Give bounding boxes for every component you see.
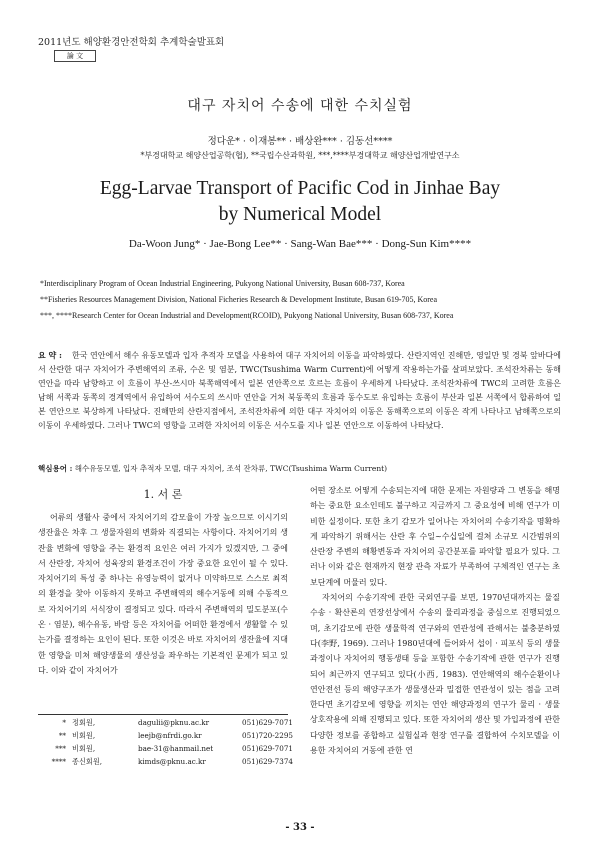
paragraph: 자치어의 수송기작에 관한 국외연구를 보면, 1970년대까지는 물질수송 · 확산론의 연장선상에서 수송의 물리과정을 중심으로 진행되었으며, 초기감모에 관한 생물학적 연구와의 연관성에 관해서는 불충분하였다(李野, 1969). 그러나 1980년대에 들어와서 섭이 · 피포식 등의 생물 과정이나 자치어의 행동생태 등을 포함한 수송기작에 관한 연구가 진행되어 최근까지 연구되고 있다(小西, 1983). 연안해역의 해수순환이나 연안전선 등의 해양구조가 생물생산과 밀접한 연관성이 있는 점을 고려한다면 초기감모에 영향을 끼치는 연안 해양과정의 연구가 물리 · 생물 상호작용에 의해 진행되고 있다. 또한 자치어의 생산 및 가입과정에 관한 다양한 정보를 종합하고 실험실과 현장 연구를 결합하여 수치모델을 이용한 자치어의 거동에 관한 연	[310, 593, 560, 756]
abstract	[38, 348, 561, 433]
footnote-mark: *	[62, 718, 66, 727]
paragraph: 어류의 생활사 중에서 자치어기의 감모율이 가장 높으므로 이시기의 생잔율은 차후 그 생물자원의 변화와 직결되는 사항이다. 자치어기의 생잔율 변화에 영향을 주는 환경적 요인은 여러 가지가 있겠지만, 그 중에서 산란장, 자치어 성육장의 환경조건이 가장 중요한 요인이 될 수 있다. 자치어기의 특성 중 하나는 유영능력이 없거나 미약하므로 스스로 최적의 환경을 찾아 이동하지 못하고 주변해역의 해수거동에 의해 수동적으로 자치어기의 서식장이 결정되고 있다. 따라서 주변해역의 밀도분포(수온 · 염분), 해수유동, 바람 등은 자치어를 어떠한 환경에서 생활할 수 있는가를 결정하는 요인이 된다. 또한 이것은 바로 자치어의 생잔율에 지대한 영향을 미쳐 해양생물의 생산성을 좌우하는 기본적인 문제가 되고 있다. 이와 같이 자치어가	[38, 513, 288, 675]
footnote-row	[50, 729, 310, 742]
affiliation-en-3: ***, ****Research Center for Ocean Industrial and Development(RCOID), Pukyong National University, Busan 608-737, Korea	[40, 311, 454, 320]
footnote-phone: 051)720-2295	[242, 731, 293, 740]
footnote-phone: 051)629-7071	[242, 718, 293, 727]
page-number: - 33 -	[285, 822, 315, 833]
affiliations-korean: *부경대학교 해양산업공학(협), **국립수산과학원, ***,****부경대학교 해양산업개발연구소	[140, 151, 460, 160]
footnote-mark: ***	[55, 744, 66, 753]
paragraph: 어떤 장소로 어떻게 수송되는지에 대한 문제는 자원량과 그 변동을 해명하는 중요한 요소인데도 불구하고 지금까지 그 중요성에 비해 연구가 미비한 실정이다. 또한 초기 감모가 일어나는 자치어의 수송기작을 명확하게 파악하기 위해서는 산란 후 수일~수십일에 걸쳐 소규모 시간범위의 산란장 주변의 해황변동과 자치어의 공간분포를 파악할 필요가 있다. 그러나 이와 같은 현재까지 현장 관측 자료가 부족하여 구체적인 연구는 초보단계에 머물러 있다.	[310, 486, 560, 587]
footnote-mark: **	[58, 731, 66, 740]
keywords	[38, 463, 561, 474]
footnote-phone: 051)629-7374	[242, 757, 293, 766]
footnote-role: 정회원,	[72, 718, 96, 727]
footnote-email: bae-31@hanmail.net	[138, 744, 214, 753]
abstract-text: 한국 연안에서 해수 유동모델과 입자 추적자 모델을 사용하여 대구 자치어의 이동을 파악하였다. 산란지역인 진해만, 영일만 및 경북 앞바다에서 산란한 대구 자치어가 주변해역의 조류, 수온 및 염분, TWC(Tsushima Warm Current)에 어떻게 작용하는가를 살펴보았다. 조석잔차류는 동해연안을 따라 남향하고 이 흐름이 부산-쓰시마 북쪽해역에서 일본 연안쪽으로 흐르는 흐름이 우세하게 나타났다. 조석잔차류에 TWC의 고려한 흐름은 남해 서쪽과 동쪽의 경계역에서 유입하여 서수도의 쓰시마 연안을 거쳐 북동쪽의 흐름과 동수도로 유입하는 흐름이 부산과 일본 서쪽에서 합류하여 일본 연안으로 북상하게 나타났다. 진해만의 산란지점에서, 조석잔차류에 의한 대구 자치어의 이동은 동해쪽으로의 이동은 작게 나타나고 남해쪽으로의 이동이 우세하였다. 그러나 TWC의 영향을 고려한 자치어의 이동은 서수도를 지나 일본 연안으로 이동하여 나타났다.	[38, 351, 562, 430]
affiliation-en-2: **Fisheries Resources Management Division, National Ficheries Research & Development Institute, Busan 619-705, Korea	[40, 295, 438, 304]
paper-type-box: 論 文	[54, 50, 96, 62]
body-column-right	[310, 483, 560, 758]
title-korean: 대구 자치어 수송에 대한 수치실험	[187, 98, 413, 114]
authors-english: Da-Woon Jung* · Jae-Bong Lee** · Sang-Wan Bae*** · Dong-Sun Kim****	[128, 238, 472, 250]
footnote-row	[50, 742, 310, 755]
authors-korean: 정다운* · 이재봉** · 배상완*** · 김동선****	[207, 136, 393, 147]
affiliation-en-1: *Interdisciplinary Program of Ocean Industrial Engineering, Pukyong National University, Busan 608-737, Korea	[40, 279, 405, 288]
section-heading-introduction: 1. 서 론	[143, 488, 183, 501]
footnote-divider	[38, 714, 288, 715]
footnote-role: 종신회원,	[72, 757, 103, 766]
footnote-email: dagulii@pknu.ac.kr	[138, 718, 210, 727]
footnote-row	[50, 755, 310, 768]
body-column-left	[38, 510, 288, 678]
footnote-role: 비회원,	[72, 744, 96, 753]
footnote-row	[50, 716, 310, 729]
footnotes	[50, 716, 310, 768]
footnote-mark: ****	[51, 757, 66, 766]
proceedings-header: 2011년도 해양환경안전학회 추계학술발표회	[38, 37, 225, 48]
footnote-role: 비회원,	[72, 731, 96, 740]
keywords-text: 해수유동모델, 입자 추적자 모델, 대구 자치어, 조석 잔차류, TWC(Tsushima Warm Current)	[74, 464, 388, 473]
footnote-email: kimds@pknu.ac.kr	[138, 757, 206, 766]
footnote-email: leejb@nfrdi.go.kr	[138, 731, 202, 740]
title-english-line-1: Egg-Larvae Transport of Pacific Cod in Jinhae Bay	[99, 178, 501, 199]
title-english-line-2: by Numerical Model	[218, 204, 382, 225]
keywords-label: 핵심용어 :	[38, 464, 73, 473]
abstract-label: 요 약 :	[38, 350, 63, 360]
title-english	[0, 176, 600, 228]
footnote-phone: 051)629-7071	[242, 744, 293, 753]
